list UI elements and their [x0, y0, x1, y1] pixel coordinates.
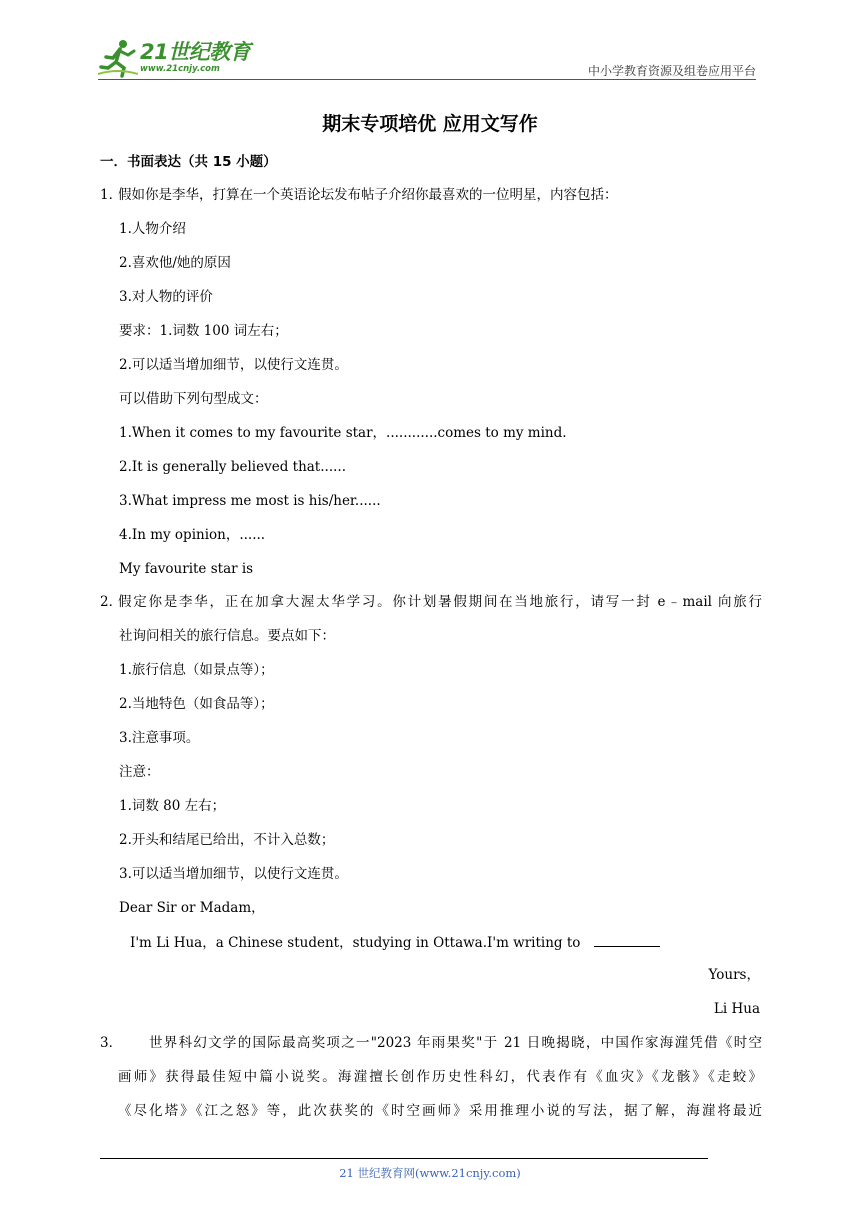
logo — [98, 38, 250, 78]
q2-line: 注意： — [119, 764, 160, 780]
q1-line: 可以借助下列句型成文： — [119, 391, 268, 407]
q2-line: 3.注意事项。 — [119, 730, 200, 746]
q1-line: 1.When it comes to my favourite star，............comes to my mind. — [119, 425, 567, 441]
q2-number: 2． — [100, 594, 123, 610]
q3-line: 《尽化塔》《江之怒》等，此次获奖的《时空画师》采用推理小说的写法，据了解，海漄将最近 — [118, 1103, 762, 1119]
footer-text: 21 世纪教育网(www.21cnjy.com) — [339, 1166, 521, 1180]
q2-line: 2.开头和结尾已给出，不计入总数； — [119, 832, 335, 848]
q3-number: 3． — [100, 1035, 123, 1051]
q3-line: 画师》获得最佳短中篇小说奖。海漄擅长创作历史性科幻，代表作有《血灾》《龙骸》《走蛟》 — [118, 1069, 762, 1085]
q2-line: 1.旅行信息（如景点等）； — [119, 662, 274, 678]
q2-line: Dear Sir or Madam， — [119, 900, 265, 916]
q2-closing: Yours， — [708, 967, 760, 983]
page-title: 期末专项培优 应用文写作 — [322, 113, 538, 135]
q1-line: 假如你是李华，打算在一个英语论坛发布帖子介绍你最喜欢的一位明星，内容包括： — [118, 187, 618, 203]
q1-line: 2.It is generally believed that...... — [119, 459, 346, 475]
footer-divider — [100, 1158, 708, 1159]
q1-line: 2.可以适当增加细节，以使行文连贯。 — [119, 357, 348, 373]
section-heading: 一．书面表达（共 15 小题） — [100, 154, 277, 170]
q2-letter-line — [130, 932, 660, 953]
answer-blank — [594, 932, 660, 947]
header-platform-text: 中小学教育资源及组卷应用平台 — [587, 64, 756, 78]
q2-line: 1.词数 80 左右； — [119, 798, 226, 814]
q2-line: 2.当地特色（如食品等）； — [119, 696, 274, 712]
header-divider — [98, 79, 756, 80]
q3-line: 世界科幻文学的国际最高奖项之一"2023 年雨果奖"于 21 日晚揭晓，中国作家海漄凭借《时空 — [149, 1035, 762, 1051]
q2-signature: Li Hua — [713, 1001, 760, 1017]
q1-line: My favourite star is — [119, 561, 254, 577]
logo-url: www.21cnjy.com — [140, 64, 220, 75]
q1-line: 2.喜欢他/她的原因 — [119, 255, 231, 271]
logo-title: 21世纪教育 — [140, 40, 251, 65]
page-header — [98, 38, 756, 80]
q1-number: 1． — [100, 187, 123, 203]
q1-line: 3.对人物的评价 — [119, 289, 213, 305]
runner-logo-icon — [98, 38, 138, 78]
q2-line: 社询问相关的旅行信息。要点如下： — [119, 628, 335, 644]
q1-line: 4.In my opinion，...... — [119, 527, 266, 543]
q2-line: 3.可以适当增加细节，以使行文连贯。 — [119, 866, 348, 882]
q2-letter-opening: I'm Li Hua，a Chinese student，studying in Ottawa.I'm writing to — [130, 935, 581, 951]
q1-line: 3.What impress me most is his/her...... — [119, 493, 381, 509]
q2-line: 假定你是李华，正在加拿大渥太华学习。你计划暑假期间在当地旅行，请写一封 e﹣mail 向旅行 — [118, 594, 762, 610]
q1-line: 要求：1.词数 100 词左右； — [119, 323, 288, 339]
q1-line: 1.人物介绍 — [119, 221, 186, 237]
